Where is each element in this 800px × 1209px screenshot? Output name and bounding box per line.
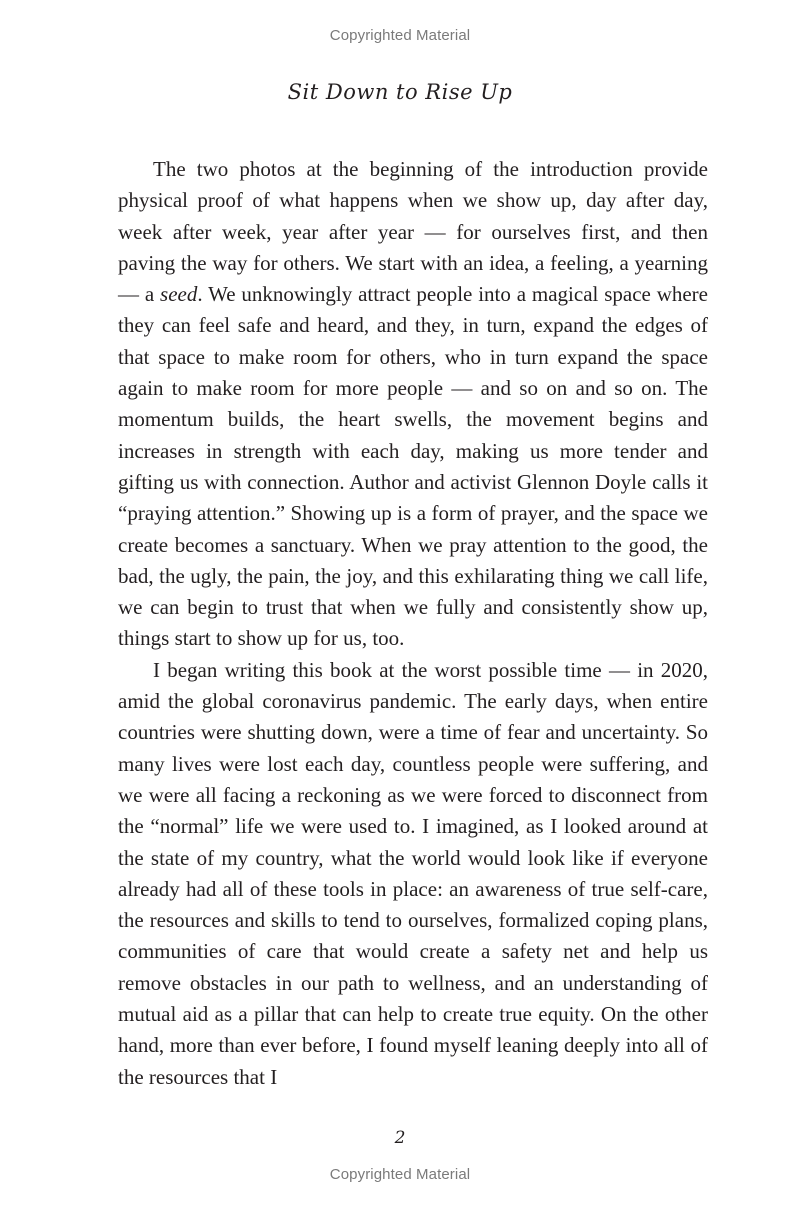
copyright-watermark-bottom: Copyrighted Material — [329, 1166, 471, 1183]
paragraph-1-italic-word: seed — [160, 282, 198, 307]
running-head: Sit Down to Rise Up — [287, 80, 513, 104]
body-text — [118, 154, 708, 1093]
paragraph-1 — [118, 154, 708, 655]
paragraph-1-text-start: The two photos at the beginning of the introduction provide physical proof of what happens when we show up, day after day, week after week, year after year — for ourselves first, and then paving the way for others. We start with an idea, a feeling, a yearning — a — [118, 157, 708, 307]
page-number: 2 — [394, 1128, 406, 1148]
copyright-watermark-top: Copyrighted Material — [329, 27, 471, 44]
paragraph-1-text-end: . We unknowingly attract people into a magical space where they can feel safe and heard, and they, in turn, expand the edges of that space to make room for others, who in turn expand the space again to make room for more people — and so on and so on. The momentum builds, the heart swells, the movement begins and increases in strength with each day, making us more tender and gifting us with connection. Author and activist Glennon Doyle calls it “praying attention.” Showing up is a form of prayer, and the space we create becomes a sanctuary. When we pray attention to the good, the bad, the ugly, the pain, the joy, and this exhilarating thing we call life, we can begin to trust that when we fully and consistently show up, things start to show up for us, too. — [118, 282, 708, 651]
paragraph-2: I began writing this book at the worst possible time — in 2020, amid the global coronavirus pandemic. The early days, when entire countries were shutting down, were a time of fear and uncertainty. So many lives were lost each day, countless people were suffering, and we were all facing a reckoning as we were forced to disconnect from the “normal” life we were used to. I imagined, as I looked around at the state of my country, what the world would look like if everyone already had all of these tools in place: an awareness of true self-care, the resources and skills to tend to ourselves, formalized coping plans, communities of care that would create a safety net and help us remove obstacles in our path to wellness, and an understanding of mutual aid as a pillar that can help to create true equity. On the other hand, more than ever before, I found myself leaning deeply into all of the resources that I — [118, 657, 708, 1089]
